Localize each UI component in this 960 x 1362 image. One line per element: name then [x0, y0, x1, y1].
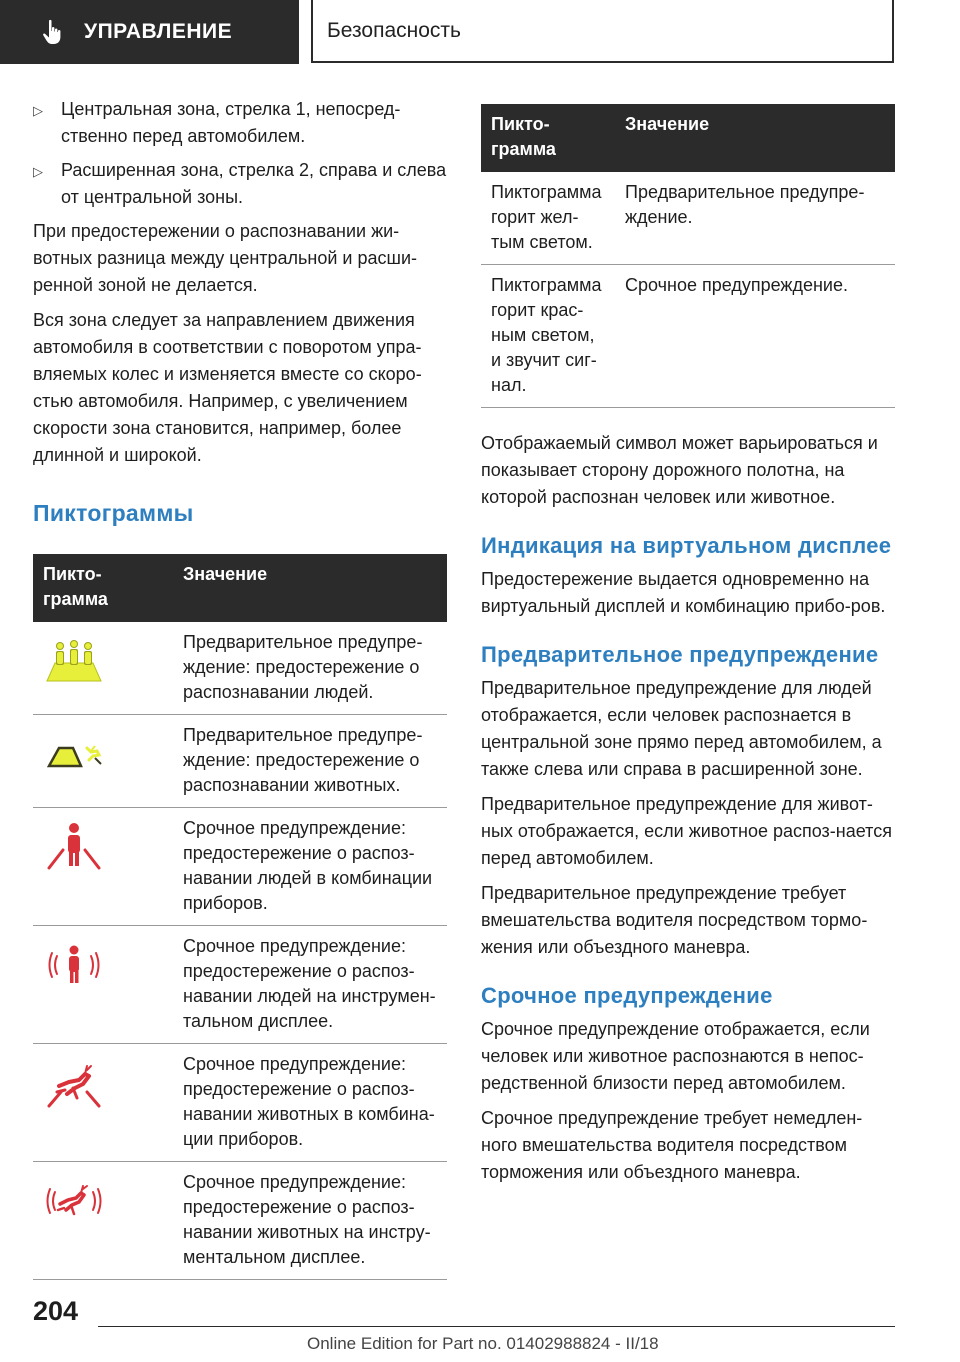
- meaning-cell: Предварительное предупре-ждение: предостережение о распознавании животных.: [173, 715, 447, 808]
- section-title: Предварительное предупреждение: [481, 642, 879, 667]
- column-header-meaning: Значение: [173, 554, 447, 622]
- intro-paragraph: Отображаемый символ может варьироваться и показывает сторону дорожного полотна, на которой распознан человек или животное.: [481, 433, 878, 507]
- deer-urgent-display-icon: [43, 1174, 105, 1228]
- paragraph: Предварительное предупреждение для людей отображается, если человек распознается в центральной зоне прямо перед автомобилем, а также слева или справа в расширенной зоне.: [481, 678, 882, 779]
- hand-pointer-icon: [38, 17, 68, 47]
- pictogram-cell: [33, 926, 173, 1044]
- bullet-item: [33, 96, 447, 150]
- paragraph: При предостережении о распознавании жи-вотных разница между центральной и расши-ренной зоной не делается.: [33, 221, 417, 295]
- meaning-cell: Срочное предупреждение: предостережение о распоз-навании людей в комбинации приборов.: [173, 808, 447, 926]
- table-row: [33, 1044, 447, 1162]
- meaning-cell: Предварительное предупре-ждение.: [615, 172, 895, 265]
- paragraph: Предостережение выдается одновременно на виртуальный дисплей и комбинацию прибо-ров.: [481, 569, 886, 616]
- table-row: [481, 172, 895, 265]
- table-row: [33, 1162, 447, 1280]
- paragraph: Срочное предупреждение требует немедлен-ного вмешательства водителя посредством торможения или объездного маневра.: [481, 1108, 863, 1182]
- pictogram-state-cell: Пиктограмма горит крас-ным светом, и звучит сиг-нал.: [481, 265, 615, 408]
- topic-label: Безопасность: [327, 18, 461, 42]
- edition-label: Online Edition for Part no. 01402988824 - II/18: [307, 1334, 659, 1353]
- table-row: [33, 715, 447, 808]
- paragraph: Предварительное предупреждение для живот-ных отображается, если животное распоз-нается перед автомобилем.: [481, 794, 892, 868]
- page-number: 204: [33, 1296, 79, 1326]
- triangle-bullet-icon: ▷: [33, 103, 43, 118]
- table-row: [33, 808, 447, 926]
- pictogram-state-cell: Пиктограмма горит жел-тым светом.: [481, 172, 615, 265]
- meaning-cell: Срочное предупреждение: предостережение о распоз-навании животных в комбина-ции приборов.: [173, 1044, 447, 1162]
- table-row: [481, 265, 895, 408]
- pedestrian-urgent-display-icon: [43, 938, 105, 992]
- meaning-cell: Срочное предупреждение.: [615, 265, 895, 408]
- bullet-text: Центральная зона, стрелка 1, непосред-ственно перед автомобилем.: [61, 99, 401, 146]
- paragraph: Срочное предупреждение отображается, если человек или животное распознаются в непос-редственной близости перед автомобилем.: [481, 1019, 870, 1093]
- pictogram-table: [33, 554, 447, 1280]
- right-column: [481, 104, 895, 1194]
- bullet-item: [33, 157, 447, 211]
- column-header-meaning: Значение: [615, 104, 895, 172]
- topic-header: [311, 0, 894, 63]
- pedestrians-warning-icon: [43, 637, 105, 685]
- table-header-row: [481, 104, 895, 172]
- section-title: Индикация на виртуальном дисплее: [481, 533, 892, 558]
- bullet-text: Расширенная зона, стрелка 2, справа и слева от центральной зоны.: [61, 160, 447, 207]
- section-label: УПРАВЛЕНИЕ: [84, 20, 233, 43]
- meaning-cell: Срочное предупреждение: предостережение о распоз-навании животных на инстру-ментальном дисплее.: [173, 1162, 447, 1280]
- table-row: [33, 622, 447, 715]
- animal-warning-icon: [43, 734, 105, 774]
- table-row: [33, 926, 447, 1044]
- pictogram-cell: [33, 1162, 173, 1280]
- footer-divider: [98, 1326, 895, 1327]
- section-tab: [0, 0, 299, 64]
- section-title: Срочное предупреждение: [481, 983, 773, 1008]
- paragraph: Вся зона следует за направлением движения автомобиля в соответствии с поворотом упра-вляемых колес и изменяется вместе со скоро-стью автомобиля. Например, с увеличением скорости зона становится, например, более длинной и широкой.: [33, 310, 422, 465]
- meaning-cell: Предварительное предупре-ждение: предостережение о распознавании людей.: [173, 622, 447, 715]
- pictogram-cell: [33, 622, 173, 715]
- left-column: [33, 96, 447, 1280]
- section-title: Пиктограммы: [33, 500, 194, 526]
- paragraph: Предварительное предупреждение требует вмешательства водителя посредством тормо-жения или объездного маневра.: [481, 883, 868, 957]
- column-header-pictogram: Пикто-грамма: [481, 104, 615, 172]
- meaning-cell: Срочное предупреждение: предостережение о распоз-навании людей на инструмен-тальном дисплее.: [173, 926, 447, 1044]
- deer-urgent-icon: [43, 1056, 105, 1110]
- pictogram-cell: [33, 808, 173, 926]
- triangle-bullet-icon: ▷: [33, 164, 43, 179]
- pictogram-cell: [33, 715, 173, 808]
- column-header-pictogram: Пикто-грамма: [33, 554, 173, 622]
- table-header-row: [33, 554, 447, 622]
- pictogram-color-table: [481, 104, 895, 408]
- pictogram-cell: [33, 1044, 173, 1162]
- pedestrian-urgent-icon: [43, 820, 105, 874]
